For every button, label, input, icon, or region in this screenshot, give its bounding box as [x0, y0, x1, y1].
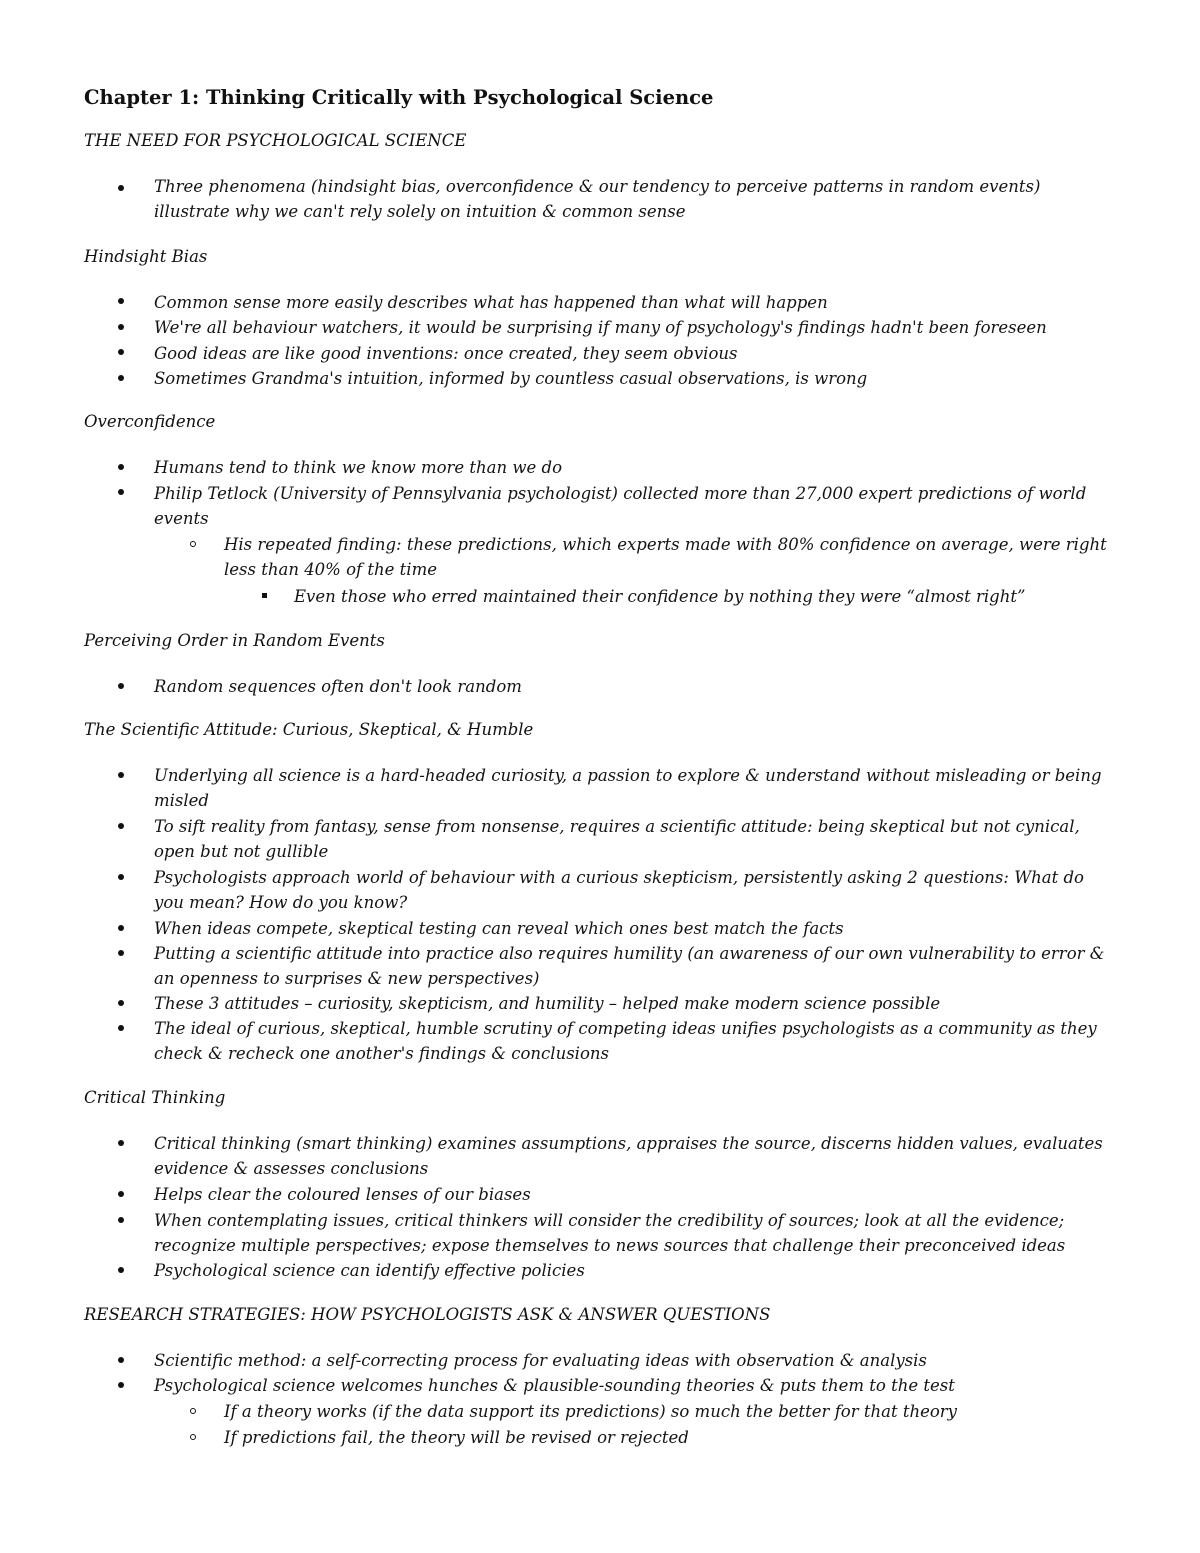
bullet-marker: [190, 1434, 196, 1440]
list-item: Putting a scientific attitude into practice also requires humility (an awareness of our own vulnerability to error & an openness to surprises & new perspectives): [154, 944, 1105, 989]
section-heading: THE NEED FOR PSYCHOLOGICAL SCIENCE: [84, 131, 467, 150]
section-heading: Perceiving Order in Random Events: [84, 631, 385, 650]
bullet-marker: [118, 1191, 124, 1197]
list-item: The ideal of curious, skeptical, humble scrutiny of competing ideas unifies psychologists as a community as they check & recheck one another's findings & conclusions: [154, 1019, 1097, 1064]
bullet-marker: [118, 375, 124, 381]
bullet-marker: [118, 349, 124, 355]
list-item: Scientific method: a self-correcting process for evaluating ideas with observation & analysis: [154, 1351, 927, 1370]
section-heading: Critical Thinking: [84, 1088, 226, 1107]
bullet-marker: [118, 1000, 124, 1006]
bullet-marker: [262, 593, 267, 598]
section-heading: Hindsight Bias: [84, 247, 208, 266]
list-item: Good ideas are like good inventions: once created, they seem obvious: [154, 344, 738, 363]
bullet-marker: [118, 1217, 124, 1223]
list-item: Psychological science welcomes hunches & plausible-sounding theories & puts them to the test: [154, 1376, 955, 1395]
bullet-marker: [118, 1140, 124, 1146]
bullet-marker: [118, 324, 124, 330]
bullet-marker: [118, 950, 124, 956]
list-item: Critical thinking (smart thinking) examines assumptions, appraises the source, discerns hidden values, evaluates evidence & assesses conclusions: [154, 1134, 1103, 1179]
bullet-marker: [118, 683, 124, 689]
list-item: Psychological science can identify effective policies: [154, 1261, 585, 1280]
bullet-marker: [118, 874, 124, 880]
list-item: His repeated finding: these predictions, which experts made with 80% confidence on average, were right less than 40% of the time: [224, 535, 1107, 580]
list-item: When contemplating issues, critical thinkers will consider the credibility of sources; look at all the evidence; recognize multiple perspectives; expose themselves to news sources that challenge their preconceived ideas: [154, 1211, 1066, 1256]
list-item: Helps clear the coloured lenses of our biases: [154, 1185, 531, 1204]
bullet-marker: [118, 772, 124, 778]
bullet-marker: [118, 489, 124, 495]
section-heading: The Scientific Attitude: Curious, Skeptical, & Humble: [84, 720, 534, 739]
list-item: Humans tend to think we know more than we do: [154, 458, 563, 477]
list-item: To sift reality from fantasy, sense from nonsense, requires a scientific attitude: being skeptical but not cynical, open but not gullible: [154, 817, 1080, 862]
bullet-marker: [118, 185, 124, 191]
list-item: Philip Tetlock (University of Pennsylvania psychologist) collected more than 27,000 expert predictions of world events: [154, 484, 1087, 529]
bullet-marker: [118, 823, 124, 829]
bullet-marker: [118, 464, 124, 470]
document-title: Chapter 1: Thinking Critically with Psychological Science: [84, 86, 714, 109]
bullet-marker: [118, 1267, 124, 1273]
bullet-marker: [190, 1408, 196, 1414]
bullet-marker: [118, 298, 124, 304]
bullet-marker: [190, 541, 196, 547]
list-item: Random sequences often don't look random: [154, 677, 522, 696]
section-heading: Overconfidence: [84, 412, 216, 431]
section-heading: RESEARCH STRATEGIES: HOW PSYCHOLOGISTS ASK & ANSWER QUESTIONS: [84, 1305, 771, 1324]
bullet-marker: [118, 1025, 124, 1031]
bullet-marker: [118, 1382, 124, 1388]
bullet-marker: [118, 1357, 124, 1363]
list-item: Psychologists approach world of behaviour with a curious skepticism, persistently asking 2 questions: What do you mean? How do you know?: [154, 868, 1084, 913]
list-item: Underlying all science is a hard-headed curiosity, a passion to explore & understand without misleading or being misled: [154, 766, 1102, 811]
list-item: Three phenomena (hindsight bias, overconfidence & our tendency to perceive patterns in random events) illustrate why we can't rely solely on intuition & common sense: [154, 177, 1041, 222]
list-item: Common sense more easily describes what has happened than what will happen: [154, 293, 828, 312]
list-item: If predictions fail, the theory will be revised or rejected: [224, 1428, 689, 1447]
list-item: Even those who erred maintained their confidence by nothing they were “almost right”: [294, 587, 1026, 606]
list-item: We're all behaviour watchers, it would be surprising if many of psychology's findings hadn't been foreseen: [154, 318, 1047, 337]
list-item: When ideas compete, skeptical testing can reveal which ones best match the facts: [154, 919, 844, 938]
list-item: If a theory works (if the data support its predictions) so much the better for that theory: [224, 1402, 958, 1421]
bullet-marker: [118, 925, 124, 931]
list-item: These 3 attitudes – curiosity, skepticism, and humility – helped make modern science possible: [154, 994, 941, 1013]
list-item: Sometimes Grandma's intuition, informed by countless casual observations, is wrong: [154, 369, 868, 388]
